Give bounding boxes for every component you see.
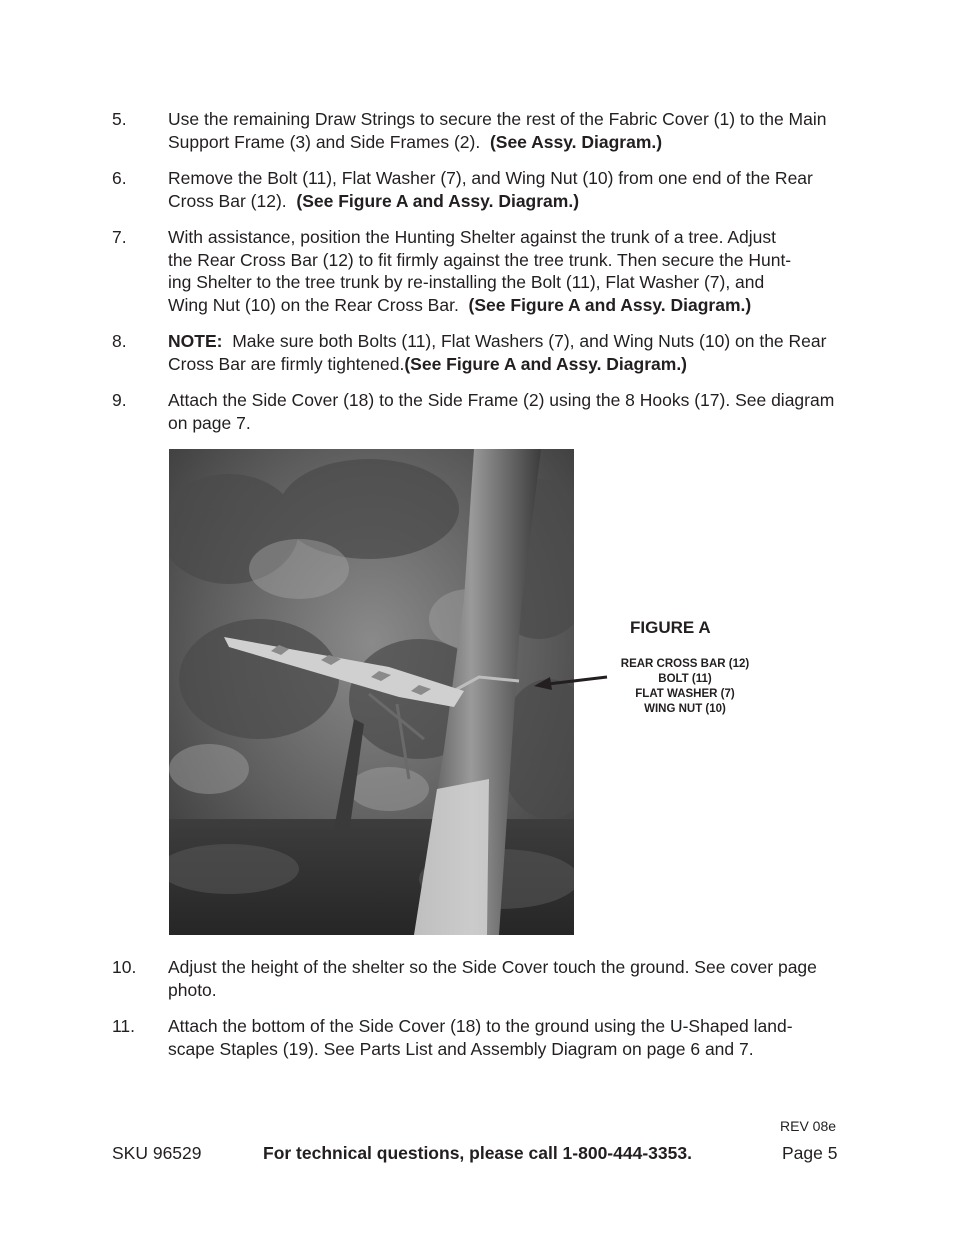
technical-support-line: For technical questions, please call 1-800-444-3353. [263,1143,692,1163]
step-text: Remove the Bolt (11), Flat Washer (7), and Wing Nut (10) from one end of the Rear Cross Bar (12). [168,168,813,211]
step-number: 10. [112,957,137,977]
step-text-line: ing Shelter to the tree trunk by re-installing the Bolt (11), Flat Washer (7), and [168,272,765,293]
step-number: 5. [112,109,127,129]
step-number: 7. [112,227,127,247]
step-number: 11. [112,1016,136,1036]
callout-line: FLAT WASHER (7) [635,688,735,700]
figure-callout [605,657,765,717]
figure-a-photo [169,449,574,935]
step-text-line: scape Staples (19). See Parts List and Assembly Diagram on page 6 and 7. [168,1038,754,1059]
revision-label: REV 08e [780,1118,837,1134]
step-text: Attach the Side Cover (18) to the Side Frame (2) using the 8 Hooks (17). See diagram on page 7. [168,390,835,433]
callout-line: BOLT (11) [658,673,712,685]
step-number: 9. [112,390,127,410]
step-reference: (See Figure A and Assy. Diagram.) [468,294,752,315]
step-text-line: Attach the bottom of the Side Cover (18) to the ground using the U-Shaped land- [168,1016,793,1036]
step-text-line: With assistance, position the Hunting Shelter against the trunk of a tree. Adjust [168,227,776,247]
page-number: Page 5 [782,1143,838,1163]
step-text-line: the Rear Cross Bar (12) to fit firmly against the tree trunk. Then secure the Hunt- [168,249,792,270]
sku-label: SKU 96529 [112,1143,202,1163]
step-text-line: Wing Nut (10) on the Rear Cross Bar. [168,294,459,315]
step-text: Adjust the height of the shelter so the Side Cover touch the ground. See cover page photo. [168,957,817,1000]
callout-arrow [530,668,610,694]
step-text: Use the remaining Draw Strings to secure the rest of the Fabric Cover (1) to the Main Support Frame (3) and Side Frames (2). [168,109,827,152]
step-reference: (See Assy. Diagram.) [489,131,663,152]
step-number: 8. [112,331,127,351]
note-label: NOTE: [168,331,223,351]
callout-line: REAR CROSS BAR (12) [620,658,750,670]
step-reference: (See Figure A and Assy. Diagram.) [296,190,580,211]
step-text: Make sure both Bolts (11), Flat Washers (7), and Wing Nuts (10) on the Rear Cross Bar are firmly tightened. [168,331,827,374]
step-reference: (See Figure A and Assy. Diagram.) [404,353,688,374]
figure-title: FIGURE A [630,618,711,637]
callout-line: WING NUT (10) [644,703,726,715]
step-number: 6. [112,168,127,188]
